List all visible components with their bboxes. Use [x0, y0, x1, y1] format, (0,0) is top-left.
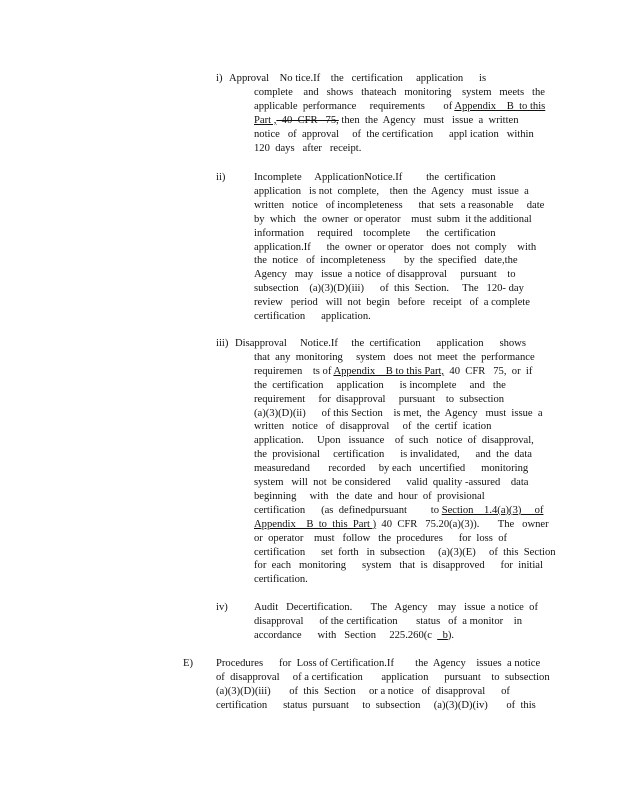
text-segment: (a)(3)(D)(ii) of this Section is met, the Agency must issue a: [254, 407, 543, 419]
text-line: [254, 379, 506, 392]
text-line: [254, 296, 530, 309]
text-segment: Agency may issue a notice of disapproval pursuant to: [254, 269, 516, 281]
text-line: [216, 685, 510, 698]
text-segment: 40 CFR 75, or if: [444, 365, 533, 377]
text-segment: requiremen ts of: [254, 365, 334, 377]
text-segment: then the Agency must issue a written: [338, 114, 519, 126]
text-segment: the certification application is incomplete and the: [254, 379, 506, 391]
text-line: [254, 171, 496, 184]
text-segment: notice of approval of the certification appl ication within: [254, 128, 534, 140]
text-line: [254, 629, 454, 642]
text-line: [254, 573, 308, 586]
text-line: [254, 434, 534, 447]
text-line: [254, 268, 516, 281]
text-segment: subsection (a)(3)(D)(iii) of this Section. The 120- day: [254, 283, 524, 295]
struck-text: 40 CFR 75,: [276, 114, 339, 126]
text-segment: accordance with Section 225.260(c: [254, 629, 438, 641]
text-line: [254, 407, 543, 420]
text-segment: disapproval of the certification status of a monitor in: [254, 615, 523, 627]
text-line: [254, 114, 519, 127]
text-line: [254, 227, 496, 240]
text-line: [235, 337, 526, 350]
text-segment: (a)(3)(D)(iii) of this Section or a notice of disapproval of: [216, 685, 510, 697]
text-segment: Audit Decertification. The Agency may issue a notice of: [254, 602, 538, 613]
section-marker: iii): [216, 338, 229, 349]
text-line: [254, 559, 543, 572]
text-line: [254, 476, 529, 489]
text-segment: written notice of disapproval of the certif ication: [254, 421, 492, 433]
text-line: [254, 86, 545, 99]
text-segment: by which the owner or operator must subm it the additional: [254, 213, 532, 225]
text-segment: certification set forth in subsection (a)(3)(E) of this Section: [254, 546, 556, 558]
text-line: [254, 615, 522, 628]
text-line: [254, 351, 535, 364]
text-line: [216, 671, 550, 684]
section-marker: ii): [216, 172, 226, 183]
text-segment: Disapproval Notice.If the certification application shows: [235, 338, 526, 349]
text-line: [254, 518, 549, 531]
text-segment: certification (as definedpursuant to: [254, 504, 442, 516]
text-segment: review period will not begin before receipt of a complete: [254, 297, 530, 309]
text-segment: requirement for disapproval pursuant to subsection: [254, 393, 505, 405]
text-segment: the provisional certification is invalidated, and the data: [254, 449, 533, 461]
text-segment: applicable performance requirements of: [254, 100, 455, 112]
text-segment: information required tocomplete the certification: [254, 227, 496, 239]
underlined-text: Section 1.4(a)(3) of: [441, 504, 544, 516]
text-segment: 120 days after receipt.: [254, 142, 362, 154]
text-segment: the notice of incompleteness by the specified date,the: [254, 255, 518, 267]
text-line: [229, 72, 486, 85]
text-line: [254, 601, 538, 614]
text-segment: Approval No tice.If the certification application is: [229, 73, 487, 84]
text-line: [254, 490, 485, 503]
text-line: [254, 365, 532, 378]
text-segment: certification status pursuant to subsection (a)(3)(D)(iv) of this: [216, 699, 536, 711]
text-line: [254, 532, 507, 545]
text-line: [254, 310, 371, 323]
underlined-text: _b: [437, 629, 448, 641]
text-line: [254, 420, 491, 433]
text-segment: written notice of incompleteness that sets a reasonable date: [254, 199, 545, 211]
text-segment: of disapproval of a certification application pursuant to subsection: [216, 671, 550, 683]
text-line: [254, 448, 532, 461]
text-segment: 40 CFR 75.20(a)(3)). The owner: [376, 518, 549, 530]
underlined-text: Appendix B to this Part ): [254, 518, 377, 530]
text-line: [254, 241, 536, 254]
text-segment: certification application.: [254, 311, 371, 322]
text-segment: application. Upon issuance of such notice of disapproval,: [254, 435, 534, 447]
text-segment: Procedures for Loss of Certification.If the Agency issues a notice: [216, 658, 541, 669]
text-segment: for each monitoring system that is disapproved for initial: [254, 560, 543, 572]
text-line: [254, 185, 529, 198]
text-segment: beginning with the date and hour of provisional: [254, 490, 485, 502]
underlined-text: Appendix B to this: [454, 100, 546, 112]
text-segment: ).: [447, 629, 455, 641]
text-segment: application is not complete, then the Agency must issue a: [254, 185, 529, 197]
text-segment: or operator must follow the procedures for loss of: [254, 532, 508, 544]
underlined-text: Part ,: [254, 114, 277, 126]
text-segment: certification.: [254, 574, 308, 586]
text-line: [216, 657, 540, 670]
text-line: [254, 213, 532, 226]
text-segment: system will not be considered valid quality -assured data: [254, 477, 529, 488]
text-line: [254, 254, 518, 267]
text-segment: complete and shows thateach monitoring system meets the: [254, 86, 545, 98]
text-line: [254, 100, 545, 113]
section-marker: E): [183, 658, 193, 669]
text-line: [254, 142, 361, 155]
text-segment: measuredand recorded by each uncertified monitoring: [254, 463, 529, 475]
section-marker: iv): [216, 602, 228, 613]
text-line: [254, 504, 543, 517]
text-line: [254, 199, 544, 212]
underlined-text: Appendix B to this Part,: [333, 365, 445, 377]
text-line: [254, 546, 556, 559]
text-segment: that any monitoring system does not meet the performance: [254, 351, 535, 363]
text-line: [254, 282, 524, 295]
text-segment: application.If the owner or operator does not comply with: [254, 241, 537, 253]
section-marker: i): [216, 73, 223, 84]
text-line: [254, 462, 528, 475]
text-line: [254, 393, 504, 406]
text-segment: Incomplete ApplicationNotice.If the certification: [254, 172, 496, 183]
text-line: [216, 699, 536, 712]
text-line: [254, 128, 534, 141]
